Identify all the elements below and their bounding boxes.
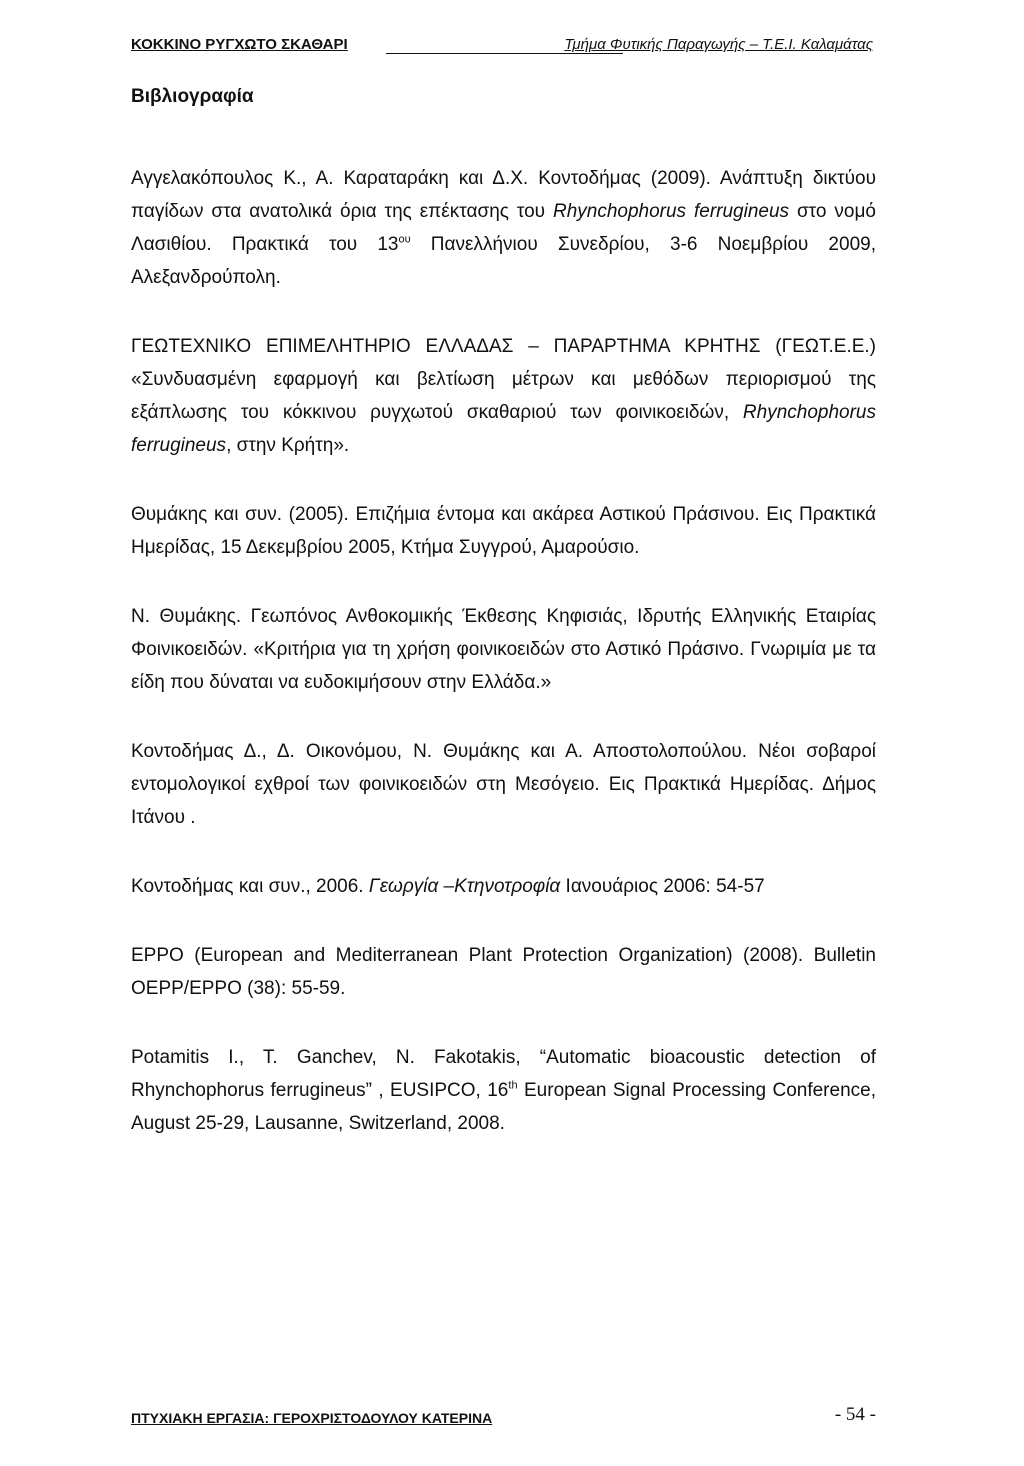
page-footer xyxy=(131,1404,876,1434)
ref-text: Ιανουάριος 2006: 54-57 xyxy=(560,876,765,897)
ref-text: Αγγελακόπουλος Κ., Α. Καραταράκη και Δ.Χ. Κοντοδήμας (2009). Ανάπτυξη δικτύου παγίδων στα ανατολικά όρια της επέκτασης του xyxy=(131,168,876,222)
ref-species: Rhynchophorus ferrugineus xyxy=(131,402,876,456)
ref-species: Rhynchophorus ferrugineus xyxy=(552,201,790,222)
ref-text: Potamitis I., T. Ganchev, N. Fakotakis, “Automatic bioacoustic detection of Rhynchophorus ferrugineus” , EUSIPCO, 16 xyxy=(131,1047,876,1101)
reference-item xyxy=(131,1041,876,1140)
ref-superscript: ου xyxy=(398,233,411,246)
reference-item xyxy=(131,600,876,699)
ref-superscript: th xyxy=(508,1079,518,1092)
ref-text: Κοντοδήμας και συν., 2006. xyxy=(131,876,369,897)
ref-text: Ν. Θυμάκης. Γεωπόνος Ανθοκομικής Έκθεσης Κηφισιάς, Ιδρυτής Ελληνικής Εταιρίας Φοινικοειδών. «Κριτήρια για τη χρήση φοινικοειδών στο Αστικό Πράσινο. Γνωριμία με τα είδη που δύναται να ευδοκιμήσουν στην Ελλάδα.» xyxy=(131,606,876,693)
reference-item xyxy=(131,870,876,903)
reference-item xyxy=(131,498,876,564)
reference-item xyxy=(131,162,876,294)
ref-text: στο νομό Λασιθίου. Πρακτικά του 13 xyxy=(131,201,876,255)
ref-journal: Γεωργία –Κτηνοτροφία xyxy=(368,876,561,897)
ref-text: Πανελλήνιου Συνεδρίου, 3-6 Νοεμβρίου 2009, Αλεξανδρούπολη. xyxy=(131,234,876,288)
running-header xyxy=(131,36,873,58)
reference-item xyxy=(131,939,876,1005)
ref-text: ΓΕΩΤΕΧΝΙΚΟ ΕΠΙΜΕΛΗΤΗΡΙΟ ΕΛΛΑΔΑΣ – ΠΑΡΑΡΤΗΜΑ ΚΡΗΤΗΣ (ΓΕΩΤ.Ε.Ε.) «Συνδυασμένη εφαρμογή και βελτίωση μέτρων και μεθόδων περιορισμού της εξάπλωσης του κόκκινου ρυγχωτού σκαθαριού των φοινικοειδών, xyxy=(131,336,876,423)
footer-author: ΠΤΥΧΙΑΚΗ ΕΡΓΑΣΙΑ: ΓΕΡΟΧΡΙΣΤΟΔΟΥΛΟΥ ΚΑΤΕΡΙΝΑ xyxy=(131,1410,493,1426)
header-title: ΚΟΚΚΙΝΟ ΡΥΓΧΩΤΟ ΣΚΑΘΑΡΙ xyxy=(131,36,348,53)
reference-item xyxy=(131,330,876,462)
ref-text: , στην Κρήτη». xyxy=(226,435,350,456)
section-title: Βιβλιογραφία xyxy=(131,86,254,107)
header-department: Τμήμα Φυτικής Παραγωγής – Τ.Ε.Ι. Καλαμάτας xyxy=(564,36,873,53)
reference-item xyxy=(131,735,876,834)
page-number: - 54 - xyxy=(834,1404,876,1425)
ref-text: European Signal Processing Conference, August 25-29, Lausanne, Switzerland, 2008. xyxy=(131,1080,876,1134)
reference-list xyxy=(131,162,876,1176)
ref-text: Κοντοδήμας Δ., Δ. Οικονόμου, Ν. Θυμάκης και Α. Αποστολοπούλου. Νέοι σοβαροί εντομολογικοί εχθροί των φοινικοειδών στη Μεσόγειο. Εις Πρακτικά Ημερίδας. Δήμος Ιτάνου . xyxy=(131,741,876,828)
ref-text: Θυμάκης και συν. (2005). Επιζήμια έντομα και ακάρεα Αστικού Πράσινου. Εις Πρακτικά Ημερίδας, 15 Δεκεμβρίου 2005, Κτήμα Συγγρού, Αμαρούσιο. xyxy=(131,504,876,558)
ref-text: EPPO (European and Mediterranean Plant Protection Organization) (2008). Bulletin OEPP/EPPO (38): 55-59. xyxy=(131,945,876,999)
